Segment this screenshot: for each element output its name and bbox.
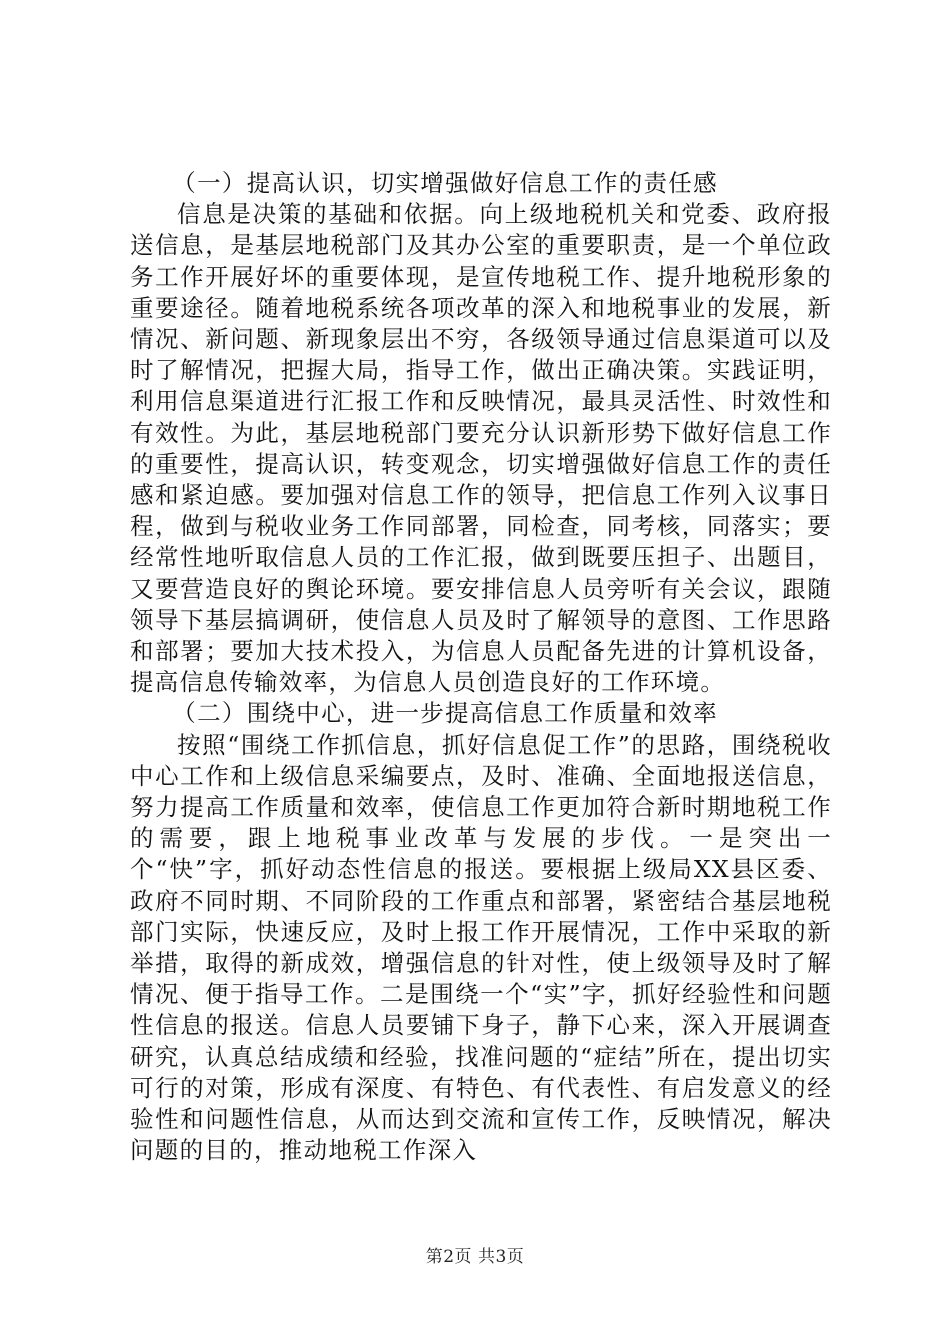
page-number-footer: 第2页 共3页 — [425, 1247, 525, 1267]
section-heading-2: （二）围绕中心，进一步提高信息工作质量和效率 — [172, 699, 718, 728]
section-heading-1: （一）提高认识，切实增强做好信息工作的责任感 — [172, 169, 718, 197]
document-body — [130, 168, 832, 1167]
section-paragraph-1: 信息是决策的基础和依据。向上级地税机关和党委、政府报送信息，是基层地税部门及其办公室的重要职责，是一个单位政务工作开展好坏的重要体现，是宣传地税工作、提升地税形象的重要途径。随着地税系统各项改革的深入和地税事业的发展，新情况、新问题、新现象层出不穷，各级领导通过信息渠道可以及时了解情况，把握大局，指导工作，做出正确决策。实践证明，利用信息渠道进行汇报工作和反映情况，最具灵活性、时效性和有效性。为此，基层地税部门要充分认识新形势下做好信息工作的重要性，提高认识，转变观念，切实增强做好信息工作的责任感和紧迫感。要加强对信息工作的领导，把信息工作列入议事日程，做到与税收业务工作同部署，同检查，同考核，同落实；要经常性地听取信息人员的工作汇报，做到既要压担子、出题目，又要营造良好的舆论环境。要安排信息人员旁听有关会议，跟随领导下基层搞调研，使信息人员及时了解领导的意图、工作思路和部署；要加大技术投入，为信息人员配备先进的计算机设备，提高信息传输效率，为信息人员创造良好的工作环境。 — [130, 200, 832, 697]
section-paragraph-2: 按照“围绕工作抓信息，抓好信息促工作”的思路，围绕税收中心工作和上级信息采编要点，及时、准确、全面地报送信息，努力提高工作质量和效率，使信息工作更加符合新时期地税工作的需要，跟上地税事业改革与发展的步伐。一是突出一个“快”字，抓好动态性信息的报送。要根据上级局XX县区委、政府不同时期、不同阶段的工作重点和部署，紧密结合基层地税部门实际，快速反应，及时上报工作开展情况，工作中采取的新举措，取得的新成效，增强信息的针对性，使上级领导及时了解情况、便于指导工作。二是围绕一个“实”字，抓好经验性和问题性信息的报送。信息人员要铺下身子，静下心来，深入开展调查研究，认真总结成绩和经验，找准问题的“症结”所在，提出切实可行的对策，形成有深度、有特色、有代表性、有启发意义的经验性和问题性信息，从而达到交流和宣传工作，反映情况，解决问题的目的，推动地税工作深入 — [130, 730, 832, 1165]
